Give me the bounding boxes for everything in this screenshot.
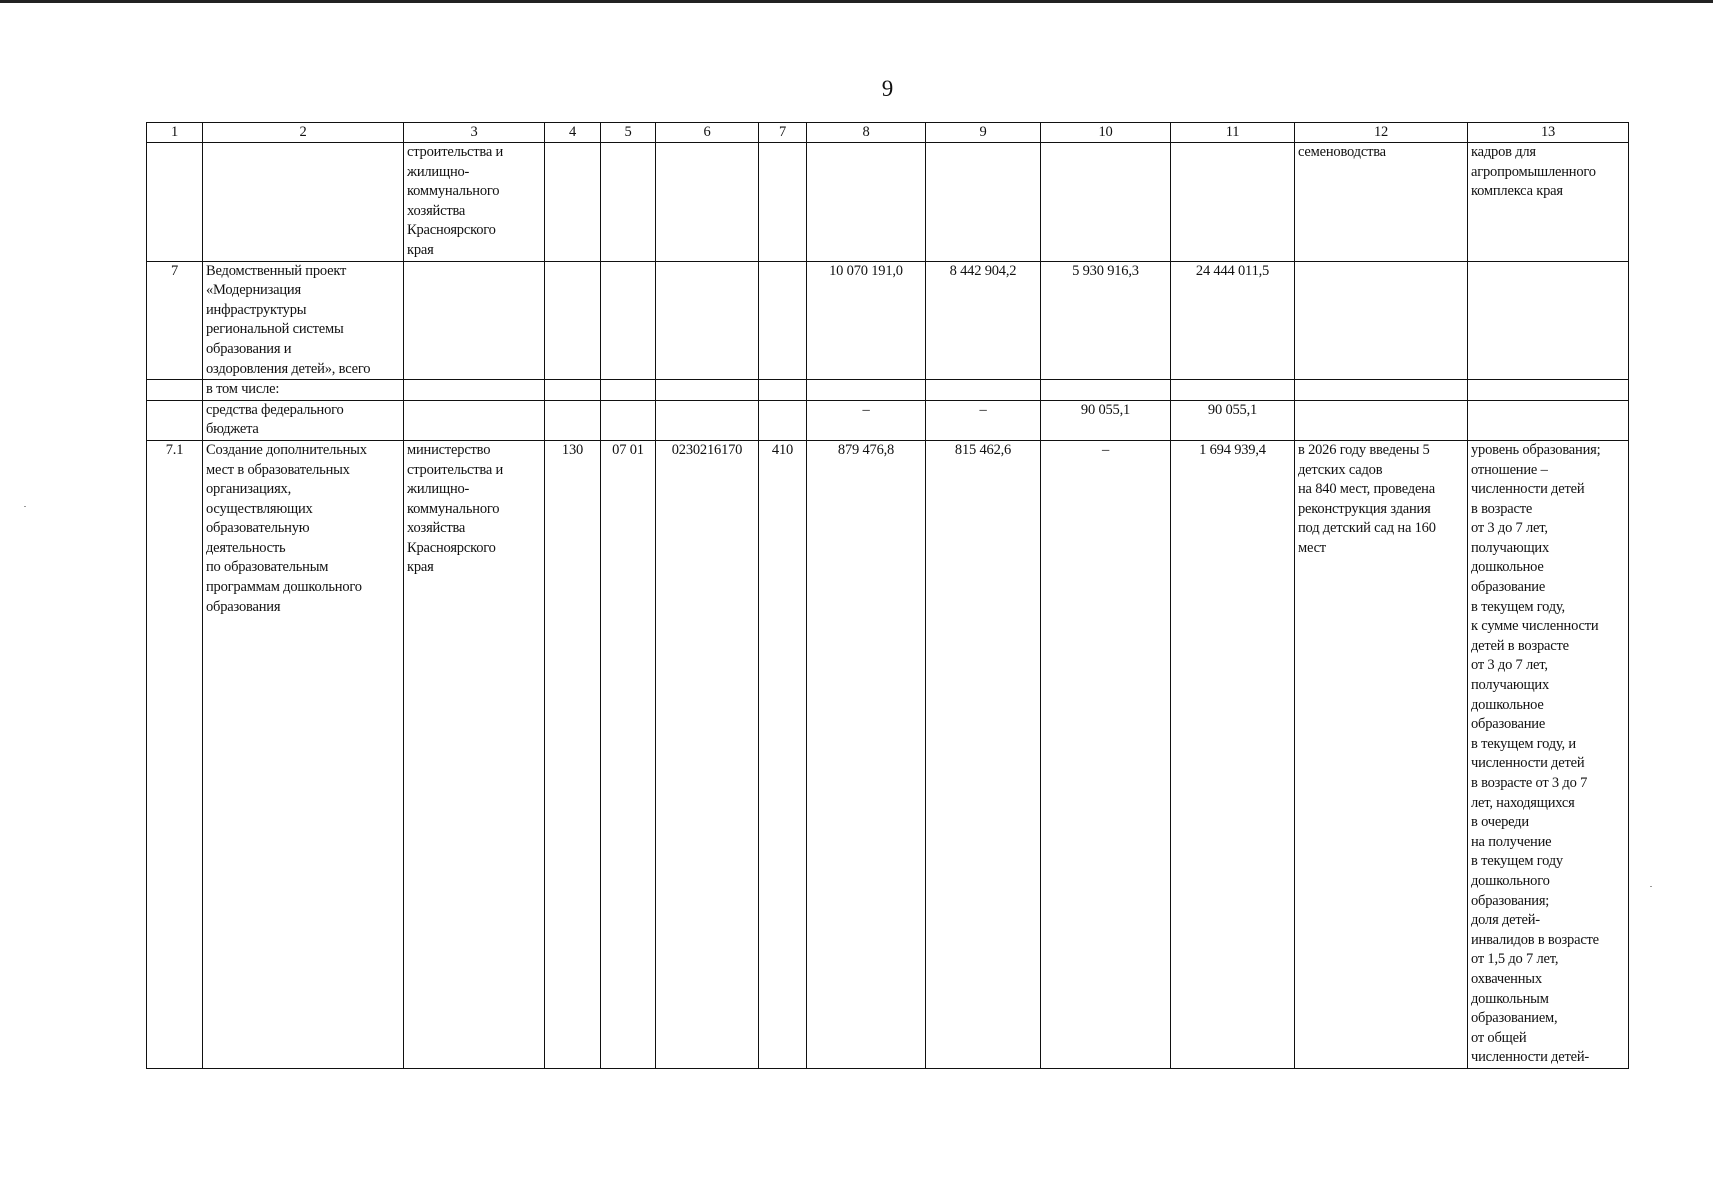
cell-col-5 bbox=[601, 400, 656, 440]
scan-top-border bbox=[0, 0, 1713, 3]
table-row-including bbox=[147, 380, 1629, 401]
cell-col-11: 90 055,1 bbox=[1171, 400, 1295, 440]
cell-col-9: – bbox=[926, 400, 1041, 440]
cell-col-6: 0230216170 bbox=[656, 440, 759, 1068]
column-number-13: 13 bbox=[1468, 123, 1629, 143]
column-number-12: 12 bbox=[1295, 123, 1468, 143]
cell-col-10 bbox=[1041, 143, 1171, 262]
cell-col-10 bbox=[1041, 380, 1171, 401]
cell-col-5 bbox=[601, 261, 656, 380]
table-row-federal-budget bbox=[147, 400, 1629, 440]
cell-indicator bbox=[1468, 400, 1629, 440]
cell-expected-result bbox=[1295, 400, 1468, 440]
cell-col-4 bbox=[545, 143, 601, 262]
cell-col-6 bbox=[656, 143, 759, 262]
table-row-measure-7-1 bbox=[147, 440, 1629, 1068]
cell-col-9: 8 442 904,2 bbox=[926, 261, 1041, 380]
cell-col-4 bbox=[545, 261, 601, 380]
cell-col-7 bbox=[759, 143, 807, 262]
table-row-continuation bbox=[147, 143, 1629, 262]
scan-speck bbox=[1650, 886, 1652, 887]
cell-col-11: 1 694 939,4 bbox=[1171, 440, 1295, 1068]
cell-col-5 bbox=[601, 143, 656, 262]
column-number-11: 11 bbox=[1171, 123, 1295, 143]
column-number-1: 1 bbox=[147, 123, 203, 143]
column-number-7: 7 bbox=[759, 123, 807, 143]
cell-col-4: 130 bbox=[545, 440, 601, 1068]
column-number-6: 6 bbox=[656, 123, 759, 143]
cell-indicator bbox=[1468, 380, 1629, 401]
cell-item-name: Создание дополнительных мест в образовательных организациях, осуществляющих образовательную деятельность по образовательным программам дошкольного образования bbox=[203, 440, 404, 1068]
cell-responsible-body: министерство строительства и жилищно- коммунального хозяйства Красноярского края bbox=[404, 440, 545, 1068]
cell-col-7 bbox=[759, 400, 807, 440]
cell-indicator bbox=[1468, 261, 1629, 380]
cell-col-10: 5 930 916,3 bbox=[1041, 261, 1171, 380]
cell-col-6 bbox=[656, 380, 759, 401]
cell-responsible-body bbox=[404, 380, 545, 401]
column-number-2: 2 bbox=[203, 123, 404, 143]
cell-item-name bbox=[203, 143, 404, 262]
cell-col-11: 24 444 011,5 bbox=[1171, 261, 1295, 380]
cell-item-number bbox=[147, 400, 203, 440]
cell-col-6 bbox=[656, 261, 759, 380]
cell-col-8 bbox=[807, 380, 926, 401]
column-number-8: 8 bbox=[807, 123, 926, 143]
cell-col-9 bbox=[926, 380, 1041, 401]
cell-item-number bbox=[147, 380, 203, 401]
cell-indicator: уровень образования; отношение – численности детей в возрасте от 3 до 7 лет, получающих дошкольное образование в текущем году, к сумме численности детей в возрасте от 3 до 7 лет, получающих дошкольное образование в текущем году, и численности детей в возрасте от 3 до 7 лет, находящихся в очереди на получение в текущем году дошкольного образования; доля детей- инвалидов в возрасте от 1,5 до 7 лет, охваченных дошкольным образованием, от общей численности детей- bbox=[1468, 440, 1629, 1068]
cell-item-number: 7.1 bbox=[147, 440, 203, 1068]
cell-item-number: 7 bbox=[147, 261, 203, 380]
column-number-3: 3 bbox=[404, 123, 545, 143]
cell-col-7 bbox=[759, 380, 807, 401]
cell-expected-result: в 2026 году введены 5 детских садов на 840 мест, проведена реконструкция здания под детский сад на 160 мест bbox=[1295, 440, 1468, 1068]
cell-col-4 bbox=[545, 380, 601, 401]
cell-col-5: 07 01 bbox=[601, 440, 656, 1068]
table-header-row bbox=[147, 123, 1629, 143]
cell-col-7: 410 bbox=[759, 440, 807, 1068]
cell-col-9 bbox=[926, 143, 1041, 262]
cell-item-number bbox=[147, 143, 203, 262]
cell-col-11 bbox=[1171, 380, 1295, 401]
table-row-project-7 bbox=[147, 261, 1629, 380]
cell-expected-result bbox=[1295, 380, 1468, 401]
column-number-4: 4 bbox=[545, 123, 601, 143]
scan-speck bbox=[24, 506, 26, 507]
cell-item-name: средства федерального бюджета bbox=[203, 400, 404, 440]
cell-col-5 bbox=[601, 380, 656, 401]
cell-expected-result: семеноводства bbox=[1295, 143, 1468, 262]
cell-col-8: – bbox=[807, 400, 926, 440]
program-table bbox=[146, 122, 1629, 1069]
cell-col-8 bbox=[807, 143, 926, 262]
column-number-5: 5 bbox=[601, 123, 656, 143]
cell-col-9: 815 462,6 bbox=[926, 440, 1041, 1068]
cell-responsible-body bbox=[404, 400, 545, 440]
cell-item-name: в том числе: bbox=[203, 380, 404, 401]
cell-col-6 bbox=[656, 400, 759, 440]
column-number-9: 9 bbox=[926, 123, 1041, 143]
cell-responsible-body: строительства и жилищно- коммунального хозяйства Красноярского края bbox=[404, 143, 545, 262]
cell-col-8: 10 070 191,0 bbox=[807, 261, 926, 380]
column-number-10: 10 bbox=[1041, 123, 1171, 143]
cell-col-10: – bbox=[1041, 440, 1171, 1068]
page-number: 9 bbox=[881, 76, 894, 101]
cell-responsible-body bbox=[404, 261, 545, 380]
cell-indicator: кадров для агропромышленного комплекса края bbox=[1468, 143, 1629, 262]
cell-col-10: 90 055,1 bbox=[1041, 400, 1171, 440]
cell-item-name: Ведомственный проект «Модернизация инфраструктуры региональной системы образования и оздоровления детей», всего bbox=[203, 261, 404, 380]
cell-col-7 bbox=[759, 261, 807, 380]
cell-col-4 bbox=[545, 400, 601, 440]
cell-expected-result bbox=[1295, 261, 1468, 380]
cell-col-8: 879 476,8 bbox=[807, 440, 926, 1068]
cell-col-11 bbox=[1171, 143, 1295, 262]
